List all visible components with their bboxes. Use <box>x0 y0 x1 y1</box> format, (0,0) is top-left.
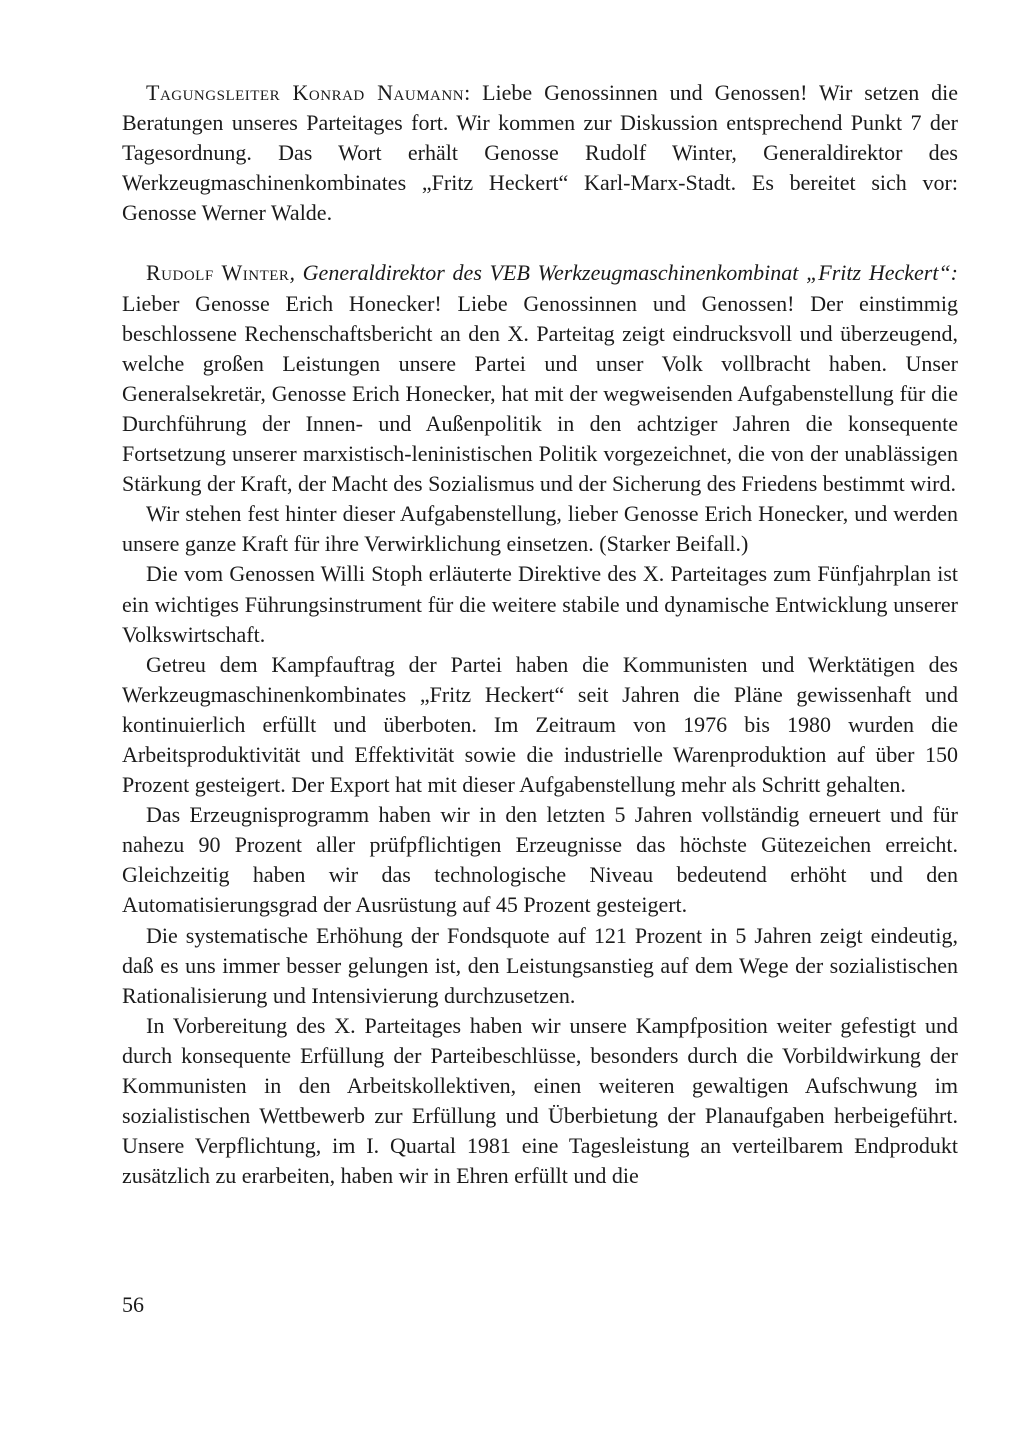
page-content <box>122 78 958 1191</box>
body-paragraph: Getreu dem Kampfauftrag der Partei haben die Kommunisten und Werktätigen des Werkzeugmaschinenkombinates „Fritz Heckert“ seit Jahren die Pläne gewissenhaft und kontinuierlich erfüllt und überboten. Im Zeitraum von 1976 bis 1980 wurden die Arbeitsproduktivität und Effektivität sowie die industrielle Warenproduktion auf über 150 Prozent gesteigert. Der Export hat mit dieser Aufgabenstellung mehr als Schritt gehalten. <box>122 651 958 798</box>
paragraph-text: : Liebe Genossinnen und Genossen! Wir setzen die Beratungen unseres Parteitages fort. Wir kommen zur Diskussion entsprechend Punkt 7 der Tagesordnung. Das Wort erhält Genosse Rudolf Winter, Generaldirektor des Werkzeugmaschinenkombinates „Fritz Heckert“ Karl-Marx-Stadt. Es bereitet sich vor: Genosse Werner Walde. <box>122 80 958 226</box>
opening-paragraph <box>122 78 958 228</box>
speaker-name: Rudolf Winter <box>146 260 290 286</box>
body-paragraph: Das Erzeugnisprogramm haben wir in den letzten 5 Jahren vollständig erneuert und für nahezu 90 Prozent aller prüfpflichtigen Erzeugnisse das höchste Gütezeichen erreicht. Gleichzeitig haben wir das technologische Niveau bedeutend erhöht und den Automatisierungsgrad der Ausrüstung auf 45 Prozent gesteigert. <box>122 802 958 918</box>
page-number: 56 <box>122 1292 144 1317</box>
paragraph-text: Lieber Genosse Erich Honecker! Liebe Genossinnen und Genossen! Der einstimmig beschlossene Rechenschaftsbericht an den X. Parteitag zeigt eindrucksvoll und überzeugend, welche großen Leistungen unsere Partei und unser Volk vollbracht haben. Unser Generalsekretär, Genosse Erich Honecker, hat mit der wegweisenden Aufgabenstellung für die Durchführung der Innen- und Außenpolitik in den achtziger Jahren die konsequente Fortsetzung unserer marxistisch-leninistischen Politik vorgezeichnet, die von der unablässigen Stärkung der Kraft, der Macht des Sozialismus und der Sicherung des Friedens bestimmt wird. <box>122 290 958 497</box>
speaker-role: , Generaldirektor des VEB Werkzeugmaschinenkombinat „Fritz Heckert“: <box>289 260 959 286</box>
body-paragraph: Die systematische Erhöhung der Fondsquote auf 121 Prozent in 5 Jahren zeigt eindeutig, daß es uns immer besser gelungen ist, den Leistungsanstieg auf dem Wege der sozialistischen Rationalisierung und Intensivierung durchzusetzen. <box>122 922 958 1008</box>
speaker-name: Tagungsleiter Konrad Naumann <box>146 80 465 105</box>
body-paragraph: In Vorbereitung des X. Parteitages haben wir unsere Kampfposition weiter gefestigt und durch konsequente Erfüllung der Parteibeschlüsse, besonders durch die Vorbildwirkung der Kommunisten in den Arbeitskollektiven, einen weiteren gewaltigen Aufschwung im sozialistischen Wettbewerb zur Erfüllung und Überbietung der Planaufgaben herbeigeführt. Unsere Verpflichtung, im I. Quartal 1981 eine Tagesleistung an verteilbarem Endprodukt zusätzlich zu erarbeiten, haben wir in Ehren erfüllt und die <box>122 1012 958 1189</box>
body-paragraph: Wir stehen fest hinter dieser Aufgabenstellung, lieber Genosse Erich Honecker, und werden unsere ganze Kraft für ihre Verwirklichung einsetzen. (Starker Beifall.) <box>122 501 958 557</box>
speech-intro-paragraph <box>122 258 958 499</box>
body-paragraph: Die vom Genossen Willi Stoph erläuterte Direktive des X. Parteitages zum Fünfjahrplan ist ein wichtiges Führungsinstrument für die weitere stabile und dynamische Entwicklung unserer Volkswirtschaft. <box>122 561 958 647</box>
